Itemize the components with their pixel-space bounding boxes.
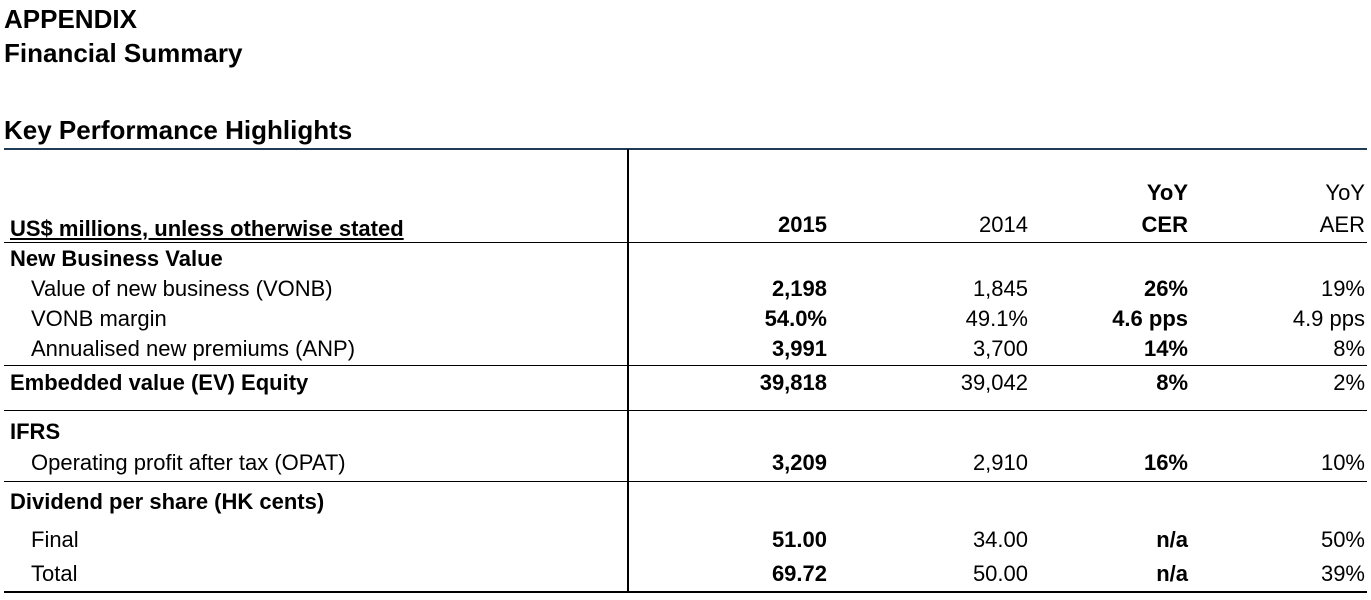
cell-2015: 51.00 — [771, 527, 827, 552]
row-label: VONB margin — [31, 306, 167, 331]
unit-label: US$ millions, unless otherwise stated — [10, 216, 404, 241]
row-label: Final — [31, 527, 79, 552]
cell-aer: 2% — [1333, 370, 1365, 395]
financial-summary-heading: Financial Summary — [4, 38, 243, 68]
cell-2015: 69.72 — [771, 561, 827, 586]
cell-2015: 3,209 — [771, 450, 827, 475]
col-aer-header-bottom: AER — [1319, 212, 1365, 237]
row-label: Operating profit after tax (OPAT) — [31, 450, 346, 475]
col-aer-header-top: YoY — [1325, 180, 1365, 205]
cell-2014: 1,845 — [972, 276, 1028, 301]
dps-heading: Dividend per share (HK cents) — [10, 489, 325, 514]
cell-aer: 39% — [1320, 561, 1365, 586]
appendix-heading: APPENDIX — [4, 4, 137, 34]
nbv-heading: New Business Value — [10, 246, 223, 271]
column-divider — [627, 149, 629, 593]
cell-cer: 16% — [1143, 450, 1188, 475]
row-label: Value of new business (VONB) — [31, 276, 333, 301]
cell-2014: 50.00 — [972, 561, 1028, 586]
cell-aer: 4.9 pps — [1292, 306, 1365, 331]
cell-2015: 2,198 — [771, 276, 827, 301]
col-cer-header-bottom: CER — [1141, 212, 1188, 237]
ifrs-bottom-rule — [4, 481, 1367, 482]
cell-cer: n/a — [1156, 527, 1188, 552]
ev-bottom-rule — [4, 410, 1367, 411]
cell-2014: 34.00 — [972, 527, 1028, 552]
cell-cer: n/a — [1156, 561, 1188, 586]
nbv-bottom-rule — [4, 365, 1367, 366]
cell-aer: 19% — [1320, 276, 1365, 301]
cell-2014: 2,910 — [972, 450, 1028, 475]
cell-cer: 26% — [1143, 276, 1188, 301]
ifrs-heading: IFRS — [10, 419, 61, 444]
col-2014-header: 2014 — [979, 212, 1028, 237]
cell-2015: 54.0% — [764, 306, 827, 331]
ev-row-label: Embedded value (EV) Equity — [10, 370, 309, 395]
cell-2014: 39,042 — [960, 370, 1028, 395]
cell-aer: 50% — [1320, 527, 1365, 552]
cell-2014: 3,700 — [972, 336, 1028, 361]
key-performance-heading: Key Performance Highlights — [4, 115, 353, 145]
cell-cer: 4.6 pps — [1112, 306, 1188, 331]
cell-2015: 39,818 — [759, 370, 827, 395]
section-top-rule — [4, 148, 1367, 150]
cell-2014: 49.1% — [965, 306, 1028, 331]
row-label: Total — [31, 561, 78, 586]
cell-aer: 10% — [1320, 450, 1365, 475]
table-bottom-rule — [4, 591, 1367, 593]
col-2015-header: 2015 — [778, 212, 827, 237]
cell-2015: 3,991 — [771, 336, 827, 361]
header-bottom-rule — [4, 242, 1367, 243]
cell-cer: 14% — [1143, 336, 1188, 361]
cell-aer: 8% — [1333, 336, 1365, 361]
cell-cer: 8% — [1156, 370, 1188, 395]
row-label: Annualised new premiums (ANP) — [31, 336, 356, 361]
col-cer-header-top: YoY — [1146, 180, 1188, 205]
